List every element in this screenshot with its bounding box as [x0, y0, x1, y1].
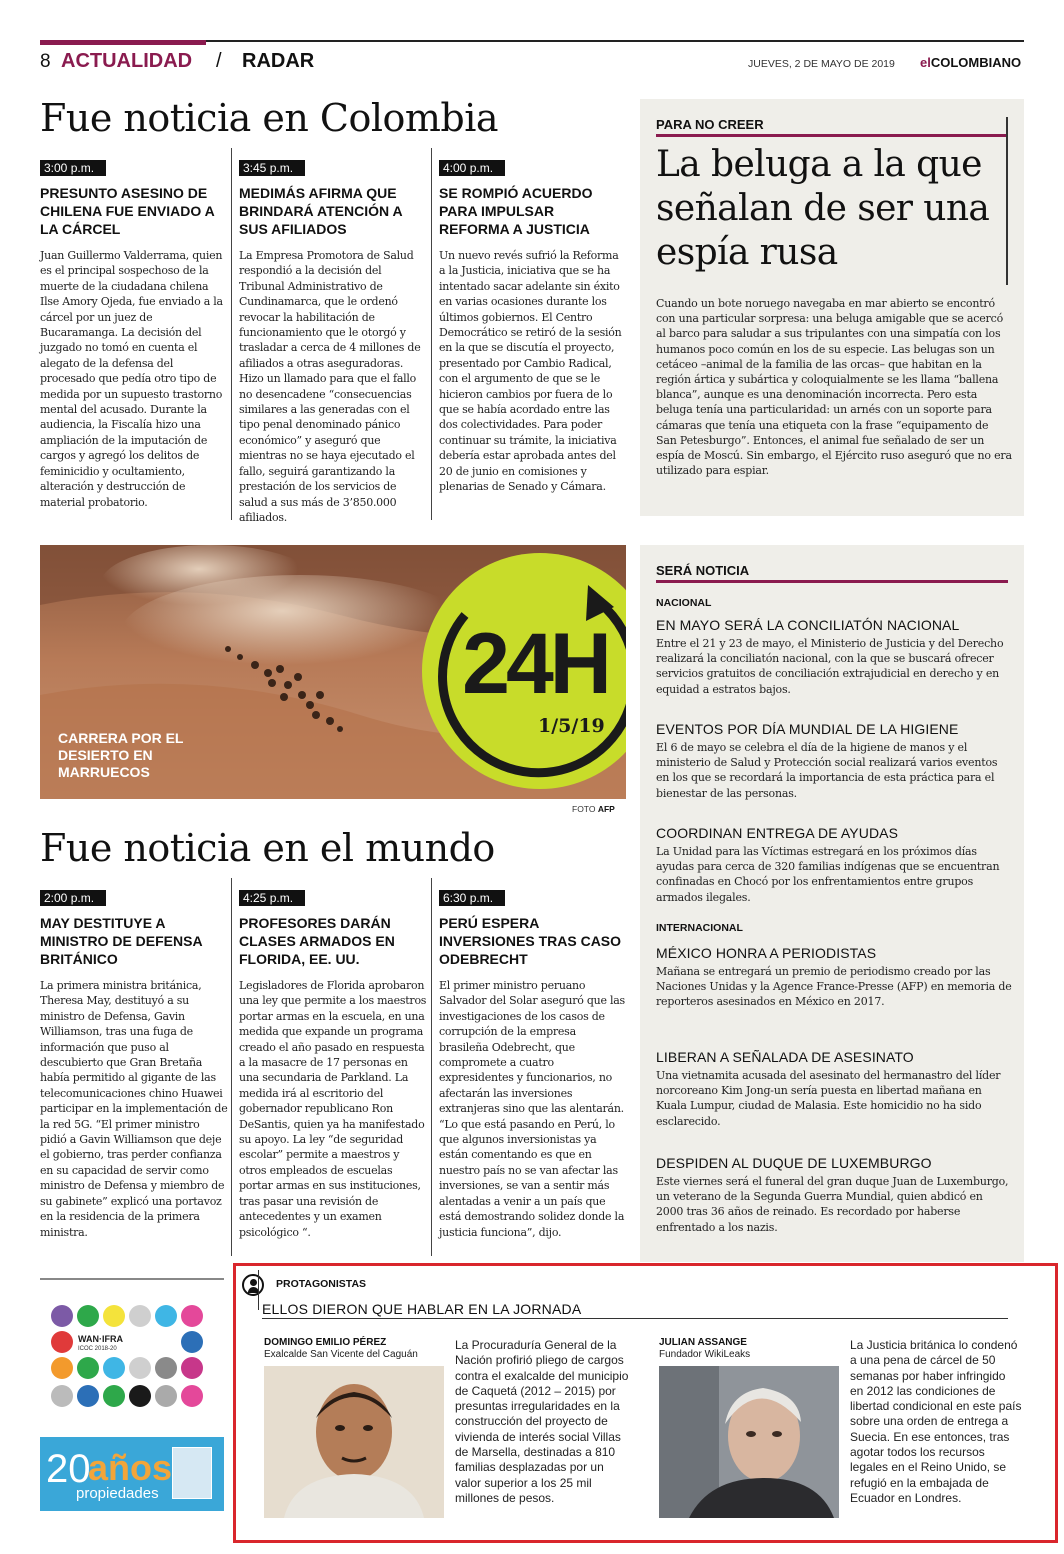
column-divider [231, 148, 232, 520]
protagonist-2-text: La Justicia británica lo condenó a una pena de cárcel de 50 semanas por haber infringido en 2012 las condiciones de libertad condicional en este país sobre una orden de entrega a Suecia. En ese entonces, tras agotar todos los recursos legales en el Reino Unido, se refugió en la embajada de Ecuador en Londres. [850, 1338, 1022, 1505]
protagonist-1-role: Exalcalde San Vicente del Caguán [264, 1349, 418, 1360]
item-body: La Unidad para las Víctimas estregará en los próximos días ayudas para cerca de 320 familias indígenas que se encuentran confinadas en Chocó por los enfrentamientos entre grupos armados ilegales. [656, 845, 1000, 904]
article-headline: SE ROMPIÓ ACUERDO PARA IMPULSAR REFORMA A JUSTICIA [439, 185, 593, 237]
protagonist-2-photo [659, 1366, 839, 1518]
article-time: 4:25 p.m. [239, 890, 305, 906]
article-time: 2:00 p.m. [40, 890, 106, 906]
article-body: La Empresa Promotora de Salud respondió a la decisión del Tribunal Administrativo de Cundinamarca, que le ordenó revocar la habilitación de funcionamiento que le otorgó y trasladar a cerca de 4 millones de afiliados a otras aseguradoras. Hizo un llamado para que el fallo no desencadene “consecuencias similares a las generadas con el tipo penal denominado pánico económico” y aseguró que mientras no se haya ejecutado el fallo, seguirá garantizando la prestación de los servicios de salud a sus más de 3’850.000 afiliados. [239, 249, 421, 524]
nacional-item-2 [656, 721, 1012, 801]
badge-date: 1/5/19 [538, 715, 605, 737]
newspaper-name [920, 55, 1021, 70]
item-headline: LIBERAN A SEÑALADA DE ASESINATO [656, 1049, 914, 1065]
article-headline: MEDIMÁS AFIRMA QUE BRINDARÁ ATENCIÓN A SUS AFILIADOS [239, 185, 403, 237]
wan-ifra-badge [40, 1302, 224, 1420]
colombia-section-title: Fue noticia en Colombia [40, 96, 499, 140]
colombia-article-2 [239, 157, 427, 525]
article-body: Juan Guillermo Valderrama, quien es el principal sospechoso de la muerte de la ciudadana chilena Ilse Amory Ojeda, fue enviado a la cárcel por un juez de Bucaramanga. La decisión del juzgado no tomó en cuenta el alegato de la defensa del procesado que pedía otro tipo de medida por un supuesto trastorno mental del acusado. Durante la audiencia, la Fiscalía hizo una ampliación de la imputación de cargos y agregó los delitos de feminicidio y ocultamiento, alteración y destrucción de material probatorio. [40, 249, 223, 509]
wan-label-1: WAN [78, 1334, 99, 1344]
badge-24h: 24H [462, 616, 608, 712]
article-headline: PROFESORES DARÁN CLASES ARMADOS EN FLORIDA, EE. UU. [239, 915, 395, 967]
article-time: 6:30 p.m. [439, 890, 505, 906]
prop-name: propiedades [76, 1485, 159, 1502]
sera-noticia-rule [656, 580, 1008, 583]
person-icon [242, 1274, 264, 1296]
article-time: 3:00 p.m. [40, 160, 106, 176]
wan-label: WAN·IFRA [78, 1334, 123, 1344]
protagonist-1-name: DOMINGO EMILIO PÉREZ [264, 1337, 387, 1348]
item-body: Mañana se entregará un premio de periodismo creado por las Naciones Unidas y la Agence France-Presse (AFP) en memoria de reporteros asesinados en México en 2017. [656, 965, 1012, 1009]
item-headline: EN MAYO SERÁ LA CONCILIATÓN NACIONAL [656, 617, 960, 633]
photo-caption: CARRERA POR EL DESIERTO EN MARRUECOS [58, 730, 184, 780]
para-no-creer-rule [656, 134, 1008, 137]
propiedades-ad [40, 1437, 224, 1511]
article-headline: MAY DESTITUYE A MINISTRO DE DEFENSA BRITÁNICO [40, 915, 203, 967]
section-name: ACTUALIDAD [61, 50, 193, 72]
nacional-item-1 [656, 617, 1012, 697]
internacional-item-1 [656, 945, 1012, 1010]
internacional-item-2 [656, 1049, 1012, 1129]
item-headline: EVENTOS POR DÍA MUNDIAL DE LA HIGIENE [656, 721, 959, 737]
color-dots-icon [40, 1302, 224, 1420]
credit-prefix: FOTO [572, 804, 596, 814]
article-body: Legisladores de Florida aprobaron una ley que permite a los maestros portar armas en la escuela, en una medida que expande un programa creado el año pasado en respuesta a la masacre de 17 personas en una secundaria de Parkland. La medida irá al escritorio del gobernador republicano Ron DeSantis, quien ya ha manifestado su apoyo. La ley “de seguridad escolar” permite a maestros y otros empleados de escuelas portar armas en sus instituciones, tras pasar una revisión de antecedentes y un examen psicológico “. [239, 979, 427, 1239]
photo-credit [572, 804, 615, 814]
para-no-creer-vertical-rule [1006, 117, 1008, 285]
internacional-label: INTERNACIONAL [656, 922, 743, 934]
article-body: El primer ministro peruano Salvador del Solar aseguró que las investigaciones de los casos de corrupción de la empresa brasileña Odebrecht, que compromete a cuatro expresidentes y funcionarios, no afectarán las inversiones extranjeras sino que las alentarán. “Lo que está pasando en Perú, lo que algunos inversionistas ya están comentando es que en nuestro país no se van afectar las inversiones, se van a sentir más alentadas a venir a un país que está demostrando solidez donde la justicia funciona”, dijo. [439, 979, 625, 1239]
mundo-article-1 [40, 887, 228, 1240]
magazine-cover-icon [172, 1447, 212, 1499]
mundo-section-title: Fue noticia en el mundo [40, 826, 495, 870]
para-no-creer-body: Cuando un bote noruego navegaba en mar abierto se encontró con una particular sorpresa: una beluga amigable que se acercó al barco para saludar a sus tripulantes con una simpatía con los humanos poco común en los de su especie. Las belugas son un cetáceo –animal de la familia de las orcas– que habitan en la región ártica y subártica y coloquialmente se les llama “ballena blanca”, aunque es una denominación incorrecta. Pero esta beluga tenía una particularidad: un arnés con un soporte para cámaras que tenía una etiqueta con la frase “equipamento de San Petesburgo”. Entonces, el animal fue señalado de ser un espía de Moscú. Sin embargo, el Ejército ruso aseguró que no era utilizado para espiar. [656, 297, 1012, 478]
newspaper-prefix: el [920, 55, 931, 70]
protagonist-1-text: La Procuraduría General de la Nación profirió pliego de cargos contra el exalcalde del municipio de Caquetá (2012 – 2015) por presuntas irregularidades en la construcción del proyecto de vivienda de interés social Villas de Marsella, destinadas a 810 familias desplazadas por un valor superior a los 25 mil millones de pesos. [455, 1338, 629, 1505]
credit-agency: AFP [597, 804, 615, 814]
wan-sub: ICOC 2018-20 [78, 1346, 117, 1352]
mundo-article-3 [439, 887, 627, 1240]
dateline: JUEVES, 2 DE MAYO DE 2019 [748, 58, 895, 70]
colombia-article-1 [40, 157, 228, 510]
article-body: Un nuevo revés sufrió la Reforma a la Justicia, iniciativa que se ha intentado sacar adelante sin éxito en varias ocasiones durante los últimos gobiernos. El Centro Democrático se retiró de la sesión en la que se discutía el proyecto, presentado por Cambio Radical, con el argumento de que se le hicieron cambios por fuera de lo que se había acordado entre las dos colectividades. Para poder continuar su trámite, la iniciativa debería estar aprobada antes del 20 de junio en comisiones y plenarias de Senado y Cámara. [439, 249, 622, 494]
article-headline: PRESUNTO ASESINO DE CHILENA FUE ENVIADO A LA CÁRCEL [40, 185, 215, 237]
column-divider [231, 878, 232, 1256]
item-headline: MÉXICO HONRA A PERIODISTAS [656, 945, 877, 961]
subsection-name: RADAR [242, 50, 315, 72]
page-number: 8 [40, 51, 51, 72]
article-body: La primera ministra británica, Theresa May, destituyó a su ministro de Defensa, Gavin Williamson, tras una fuga de información que puso al descubierto que Gran Bretaña había permitido al gigante de las telecomunicaciones chino Huawei participar en la implementación de la red 5G. “El primer ministro pidió a Gavin Williamson que deje el gobierno, tras perder confianza en su capacidad de servir como ministro de Defensa y miembro de su gabinete” explicó una portavoz en la residencia de la primera ministra. [40, 979, 228, 1239]
sera-noticia-tag: SERÁ NOTICIA [656, 563, 750, 578]
mundo-article-2 [239, 887, 427, 1240]
item-headline: DESPIDEN AL DUQUE DE LUXEMBURGO [656, 1155, 932, 1171]
protagonist-2-role: Fundador WikiLeaks [659, 1349, 751, 1360]
item-headline: COORDINAN ENTREGA DE AYUDAS [656, 825, 899, 841]
prop-anos: años [88, 1447, 173, 1488]
protagonistas-rule [262, 1318, 1008, 1319]
item-body: El 6 de mayo se celebra el día de la higiene de manos y el ministerio de Salud y Protección social realizará varios eventos en los que se recordará la importancia de esta práctica para el bienestar de las personas. [656, 741, 998, 800]
internacional-item-3 [656, 1155, 1012, 1235]
column-divider [431, 878, 432, 1256]
nacional-label: NACIONAL [656, 597, 712, 609]
section-separator: / [216, 50, 222, 72]
article-time: 4:00 p.m. [439, 160, 505, 176]
newspaper-title: COLOMBIANO [930, 55, 1022, 70]
protagonistas-tag: PROTAGONISTAS [276, 1278, 367, 1290]
colombia-article-3 [439, 157, 627, 495]
protagonist-1-photo [264, 1366, 444, 1518]
item-body: Este viernes será el funeral del gran duque Juan de Luxemburgo, un veterano de la Segunda Guerra Mundial, quien abdicó en 2000 tras 36 años de reinado. Es recordado por haberse enfrentado a los nazis. [656, 1175, 1009, 1234]
item-body: Una vietnamita acusada del asesinato del hermanastro del líder norcoreano Kim Jong-un sería puesta en libertad mañana en Kuala Lumpur, ciudad de Malasia. Este homicidio no ha sido esclarecido. [656, 1069, 1001, 1128]
para-no-creer-tag: PARA NO CREER [656, 117, 764, 132]
protagonistas-subtitle: ELLOS DIERON QUE HABLAR EN LA JORNADA [262, 1301, 582, 1317]
protagonist-2-name: JULIAN ASSANGE [659, 1337, 747, 1348]
article-time: 3:45 p.m. [239, 160, 305, 176]
item-body: Entre el 21 y 23 de mayo, el Ministerio de Justicia y del Derecho realizará la conciliatón nacional, con la que se buscará ofrecer servicios gratuitos de conciliación extrajudicial en derecho y en equidad a estratos bajos. [656, 637, 1004, 696]
protagonistas-vertical-rule [258, 1270, 259, 1310]
wan-label-2: IFRA [102, 1334, 123, 1344]
article-headline: PERÚ ESPERA INVERSIONES TRAS CASO ODEBRECHT [439, 915, 622, 967]
nacional-item-3 [656, 825, 1012, 905]
prop-20: 20 [46, 1447, 91, 1491]
header-accent-rule [40, 40, 206, 45]
ad-rule [40, 1278, 224, 1280]
para-no-creer-title: La beluga a la que señalan de ser una espía rusa [656, 144, 990, 273]
column-divider [431, 148, 432, 520]
